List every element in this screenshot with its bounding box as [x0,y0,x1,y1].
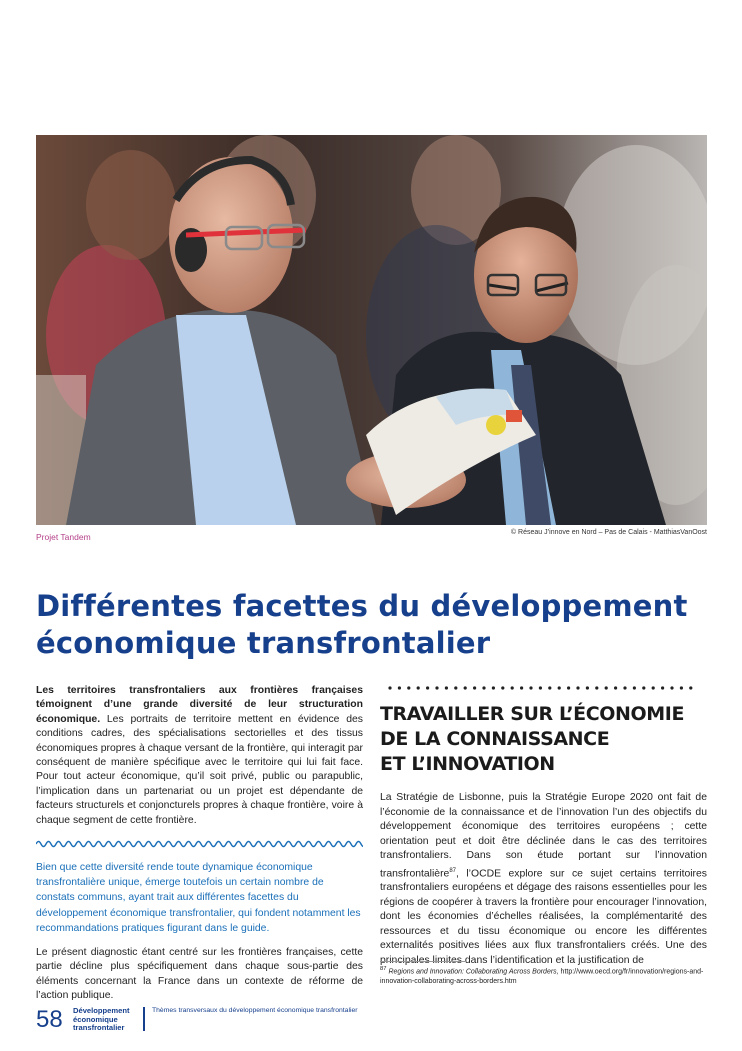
divider-dot [388,686,391,689]
body-paragraph: Le présent diagnostic étant centré sur les frontières françaises, cette partie décline plus spécifiquement dans chaque sous-partie des éléments concernant la France dans un contexte de réforme de l’action publique. [36,947,363,1002]
footnote [380,965,710,986]
lead-paragraph [36,684,363,828]
divider-dot [435,686,438,689]
divider-dot [680,686,683,689]
photo-caption: Projet Tandem [36,532,91,542]
title-line-2: économique transfrontalier [36,626,491,660]
divider-dot [398,686,401,689]
section-text-part-2: , l’OCDE explore sur ce sujet certains territoires transfrontaliers européens et dégage des raisons essentielles pour les régions de coopérer à travers la frontière pour encourager l’innovation, dont les économies d’échelles réalisées, la complémentarité des ressources et du tissu économique ou encore les différentes externalités positives liées aux flux transfrontaliers créés. Une des principales limites dans l’identification et la justification de [380,867,707,966]
divider-dot [623,686,626,689]
page-title [36,588,716,662]
divider-dot [567,686,570,689]
title-line-1: Différentes facettes du développement [36,589,688,623]
divider-dot [633,686,636,689]
divider-dot [605,686,608,689]
divider-dot [689,686,692,689]
divider-dot [445,686,448,689]
brand-line-1: Développement [73,1006,130,1015]
divider-dot [558,686,561,689]
highlight-quote: Bien que cette diversité rende toute dynamique économique transfrontalière unique, émerge toutefois un certain nombre de constats communs, ayant trait aux différentes facettes du développement économique transfrontalier, qui fondent notamment les recommandations pratiques figurant dans le guide. [36,862,361,934]
footnote-reference[interactable]: 87 [449,867,456,874]
heading-line-2: DE LA CONNAISSANCE [380,728,610,750]
divider-dot [661,686,664,689]
photo-credit: © Réseau J’innove en Nord – Pas de Calais - MatthiasVanOost [510,529,707,536]
divider-dot [511,686,514,689]
left-column [36,684,363,1004]
divider-dot [576,686,579,689]
section-heading [380,702,707,777]
divider-dot [426,686,429,689]
divider-dot [520,686,523,689]
divider-dot [652,686,655,689]
wave-divider [36,838,363,850]
brand-line-3: transfrontalier [73,1023,125,1033]
divider-dot [548,686,551,689]
dotted-divider [380,684,707,692]
section-text [380,791,707,968]
right-column [380,684,707,968]
divider-dot [407,686,410,689]
section-text-part-1: La Stratégie de Lisbonne, puis la Stratégie Europe 2020 ont fait de l’économie de la connaissance et de l’innovation l’un des objectifs du développement économique des territoires européens ; cette orientation peut et doit être déclinée dans le cas des territoires transfrontaliers. Dans son étude portant sur l’innovation transfrontalière [380,792,707,879]
footnote-number: 87 [380,966,387,972]
footer-separator [143,1007,145,1031]
footnote-url[interactable]: http://www.oecd.org/fr/innovation/regions-and-innovation-collaborating-across-borders.htm [380,968,704,985]
divider-dot [501,686,504,689]
divider-dot [642,686,645,689]
divider-dot [454,686,457,689]
divider-dot [595,686,598,689]
divider-dot [670,686,673,689]
conference-photo [36,135,707,525]
publication-brand [73,1007,143,1033]
lead-rest: Les portraits de territoire mettent en évidence des conditions cadres, des spécialisations sectorielles et des tissus économiques propres à chaque versant de la frontière, qui interagit par conséquent de manière spécifique avec le territoire qui lui fait face. Pour tout acteur économique, qu’il soit privé, public ou parapublic, l’implication dans un partenariat ou un projet est dépendante de facteurs structurels et conjoncturels propres à chaque frontière, voire à chaque segment de cette frontière. [36,713,363,826]
heading-line-1: TRAVAILLER SUR L’ÉCONOMIE [380,703,685,725]
lead-bold: Les territoires transfrontaliers aux frontières françaises témoignent d’une grande diversité de leur structuration économique. [36,685,363,725]
brand-line-2: économique [73,1014,118,1024]
divider-dot [464,686,467,689]
divider-dot [529,686,532,689]
divider-dot [539,686,542,689]
page-number: 58 [36,1006,63,1033]
footnote-rule [380,961,466,962]
photo-illustration [36,135,707,525]
heading-line-3: ET L’INNOVATION [380,753,555,775]
divider-dot [473,686,476,689]
divider-dot [614,686,617,689]
divider-dot [482,686,485,689]
divider-dot [417,686,420,689]
divider-dot [492,686,495,689]
section-name: Thèmes transversaux du développement économique transfrontalier [152,1007,358,1014]
divider-dot [586,686,589,689]
footnote-title: Regions and Innovation: Collaborating Across Borders, [388,968,559,976]
